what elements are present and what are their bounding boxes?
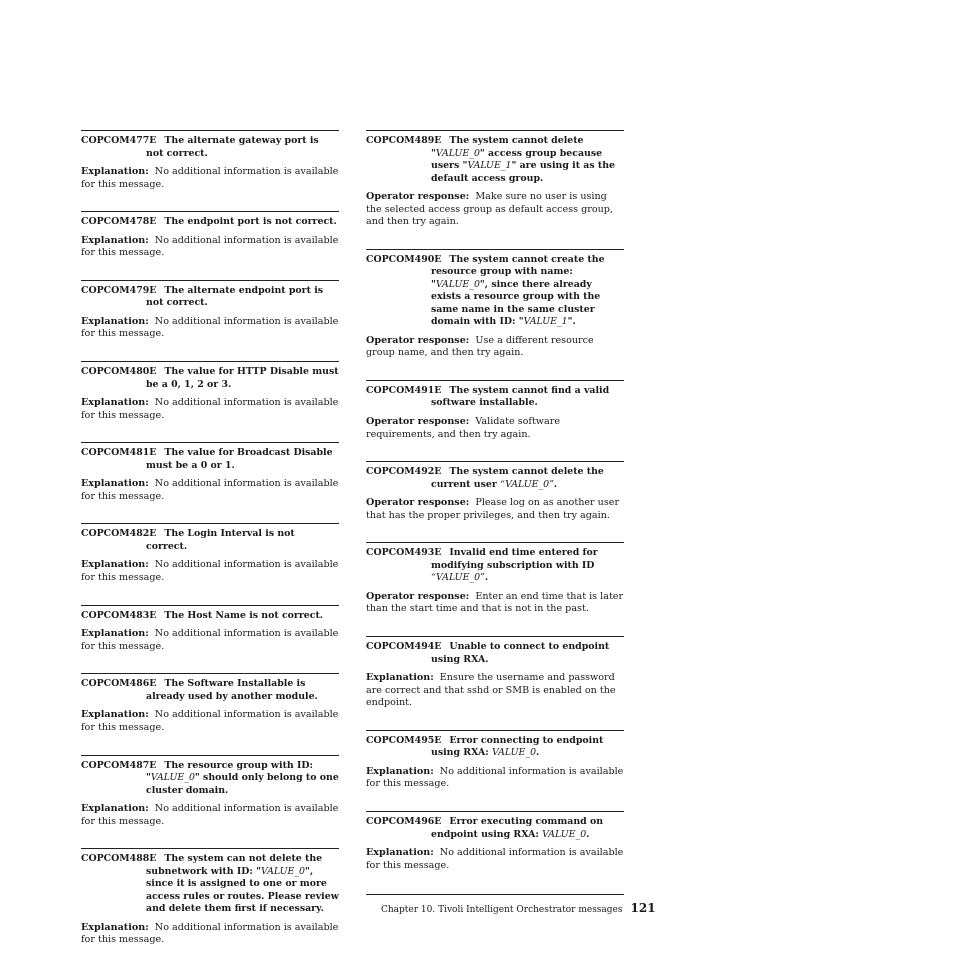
message-text: The alternate gateway port is not correct.: [146, 135, 319, 159]
variable-value: “VALUE_0”: [500, 478, 554, 490]
body-label: Operator response:: [366, 334, 470, 346]
message-code: COPCOM493E: [366, 547, 442, 559]
message-text: [431, 816, 603, 840]
body-label: Explanation:: [81, 315, 149, 327]
message-text-part: ".: [567, 316, 576, 328]
message-text-part: The system can not delete the subnetwork with ID: ": [146, 853, 323, 877]
message-text: The Host Name is not correct.: [164, 609, 324, 621]
body-text: Enter an end time that is later than the start time and that is not in the past.: [366, 590, 624, 615]
body-text: Make sure no user is using the selected access group as default access group, and then try again.: [366, 191, 613, 228]
body-label: Explanation:: [81, 559, 149, 571]
chapter-title: Chapter 10. Tivoli Intelligent Orchestrator messages: [381, 905, 623, 915]
message-text-part: ", since there already exists a resource group with the same name in the same cluster domain with ID: ": [431, 278, 601, 328]
body-label: Operator response:: [366, 191, 470, 202]
body-text: No additional information is available for this message.: [81, 709, 339, 733]
message-code: COPCOM488E: [81, 853, 157, 865]
message-entry: [81, 361, 339, 422]
body-label: Explanation:: [81, 166, 149, 177]
message-code: COPCOM489E: [366, 135, 442, 146]
message-heading: [366, 254, 624, 329]
message-body: [366, 191, 624, 229]
message-entry: [366, 542, 624, 616]
message-code: COPCOM494E: [366, 641, 442, 653]
message-heading: [81, 285, 339, 310]
message-entry: [366, 130, 624, 229]
message-text: The value for Broadcast Disable must be a 0 or 1.: [146, 447, 333, 471]
message-text: [146, 760, 339, 796]
body-label: Explanation:: [81, 397, 149, 409]
message-heading: [81, 610, 339, 623]
message-text-part: The system cannot delete ": [431, 135, 584, 159]
message-body: [366, 335, 624, 360]
body-text: No additional information is available for this message.: [81, 921, 339, 946]
message-entry: [366, 380, 624, 441]
message-body: [366, 672, 624, 710]
message-body: [81, 922, 339, 947]
variable-value: VALUE_1: [467, 160, 512, 171]
message-heading: [81, 216, 339, 229]
message-body: [366, 766, 624, 791]
message-body: [81, 478, 339, 503]
message-entry: [81, 130, 339, 191]
message-body: [81, 803, 339, 828]
column-end-rule: [366, 894, 624, 895]
page-number: 121: [630, 901, 656, 915]
message-heading: [366, 466, 624, 491]
variable-value: VALUE_1: [523, 316, 568, 328]
message-heading: [81, 853, 339, 916]
message-code: COPCOM486E: [81, 678, 157, 690]
message-body: [366, 497, 624, 522]
variable-value: VALUE_0: [435, 278, 480, 290]
message-entry: [81, 848, 339, 947]
body-label: Explanation:: [366, 765, 434, 777]
message-text: The Login Interval is not correct.: [146, 528, 295, 552]
message-text-part: .: [586, 828, 590, 840]
message-text-part: .: [553, 478, 558, 490]
body-text: Use a different resource group name, and then try again.: [366, 334, 594, 359]
message-text: [431, 254, 605, 328]
message-code: COPCOM490E: [366, 253, 442, 265]
variable-value: VALUE_0: [150, 772, 195, 783]
message-text-part: ", since it is assigned to one or more access rules or routes. Please review and delete them first if necessary.: [146, 865, 339, 915]
variable-value: VALUE_0: [260, 865, 305, 877]
message-text: The value for HTTP Disable must be a 0, 1, 2 or 3.: [146, 366, 339, 390]
message-heading: [81, 678, 339, 703]
message-body: [81, 166, 339, 191]
message-heading: [366, 135, 624, 185]
body-text: Ensure the username and password are correct and that sshd or SMB is enabled on the endpoint.: [366, 672, 616, 709]
message-body: [81, 316, 339, 341]
message-text-part: Error connecting to endpoint using RXA:: [431, 734, 604, 759]
message-heading: [81, 366, 339, 391]
message-entry: [366, 730, 624, 791]
message-code: COPCOM477E: [81, 135, 157, 146]
message-heading: [81, 528, 339, 553]
message-text-part: " access group because users ": [431, 147, 603, 171]
body-text: No additional information is available for this message.: [366, 765, 624, 790]
variable-value: “VALUE_0”: [431, 572, 485, 584]
message-text-part: The system cannot create the resource group with name: ": [431, 253, 605, 290]
body-text: No additional information is available for this message.: [81, 478, 339, 502]
message-body: [81, 559, 339, 584]
message-heading: [366, 385, 624, 410]
message-text: [431, 547, 598, 583]
message-heading: [366, 641, 624, 666]
body-label: Explanation:: [81, 709, 149, 721]
message-text: Unable to connect to endpoint using RXA.: [431, 641, 610, 665]
message-entry: [81, 523, 339, 584]
message-code: COPCOM478E: [81, 216, 157, 228]
message-text: [431, 135, 615, 184]
message-heading: [366, 735, 624, 760]
message-text-part: Error executing command on endpoint using RXA:: [431, 816, 604, 840]
page-footer: [381, 900, 656, 918]
message-text: The endpoint port is not correct.: [164, 216, 337, 228]
message-entry: [81, 280, 339, 341]
message-code: COPCOM496E: [366, 816, 442, 827]
body-text: Validate software requirements, and then try again.: [366, 415, 561, 440]
message-heading: [81, 447, 339, 472]
message-text: [146, 853, 339, 914]
body-label: Explanation:: [81, 803, 149, 814]
message-entry: [81, 673, 339, 734]
body-label: Operator response:: [366, 590, 470, 602]
message-code: COPCOM483E: [81, 609, 157, 621]
message-text: The alternate endpoint port is not correct.: [146, 284, 324, 309]
message-code: COPCOM482E: [81, 528, 157, 540]
message-body: [366, 416, 624, 441]
message-entry: [366, 636, 624, 710]
message-entry: [81, 442, 339, 503]
message-entry: [81, 605, 339, 654]
message-body: [81, 709, 339, 734]
message-code: COPCOM492E: [366, 466, 442, 478]
body-label: Operator response:: [366, 415, 470, 427]
body-label: Explanation:: [366, 847, 434, 858]
message-entry: [366, 249, 624, 360]
message-text-part: " are using it as the default access group.: [431, 160, 616, 184]
body-text: Please log on as another user that has the proper privileges, and then try again.: [366, 497, 620, 521]
message-code: COPCOM487E: [81, 759, 157, 771]
body-text: No additional information is available for this message.: [81, 628, 339, 652]
message-text: [431, 735, 603, 759]
message-code: COPCOM481E: [81, 447, 157, 459]
message-body: [81, 235, 339, 260]
body-label: Explanation:: [81, 921, 149, 933]
body-label: Explanation:: [366, 672, 434, 684]
variable-value: VALUE_0: [542, 828, 587, 840]
message-body: [366, 591, 624, 616]
message-text: The Software Installable is already used by another module.: [146, 678, 318, 702]
message-body: [366, 847, 624, 872]
message-body: [81, 628, 339, 653]
message-entry: [81, 211, 339, 260]
message-code: COPCOM480E: [81, 366, 157, 378]
body-text: No additional information is available for this message.: [81, 166, 339, 190]
body-label: Explanation:: [81, 628, 149, 640]
message-code: COPCOM491E: [366, 384, 442, 396]
message-entry: [81, 755, 339, 829]
message-text-part: .: [536, 747, 540, 759]
message-heading: [81, 135, 339, 160]
body-label: Operator response:: [366, 497, 470, 509]
message-heading: [366, 816, 624, 841]
message-text: The system cannot find a valid software installable.: [431, 384, 610, 409]
message-text-part: The resource group with ID: ": [146, 759, 313, 783]
message-text-part: The system cannot delete the current user: [431, 466, 604, 490]
message-body: [81, 397, 339, 422]
body-text: No additional information is available for this message.: [81, 234, 339, 259]
message-heading: [81, 760, 339, 798]
body-text: No additional information is available for this message.: [81, 315, 339, 340]
body-text: No additional information is available for this message.: [366, 847, 624, 871]
message-code: COPCOM495E: [366, 734, 442, 746]
variable-value: VALUE_0: [435, 147, 480, 159]
body-text: No additional information is available for this message.: [81, 559, 339, 584]
message-text-part: .: [484, 572, 489, 584]
message-entry: [366, 461, 624, 522]
message-text-part: " should only belong to one cluster domain.: [146, 772, 339, 796]
left-column: [81, 130, 339, 947]
message-entry: [366, 811, 624, 872]
message-text: [431, 466, 604, 490]
message-text-part: Invalid end time entered for modifying subscription with ID: [431, 547, 598, 571]
body-label: Explanation:: [81, 234, 149, 246]
body-label: Explanation:: [81, 478, 149, 490]
right-column: [366, 130, 624, 895]
body-text: No additional information is available for this message.: [81, 803, 339, 827]
body-text: No additional information is available for this message.: [81, 397, 339, 421]
message-heading: [366, 547, 624, 585]
variable-value: VALUE_0: [492, 747, 537, 759]
message-code: COPCOM479E: [81, 284, 157, 296]
